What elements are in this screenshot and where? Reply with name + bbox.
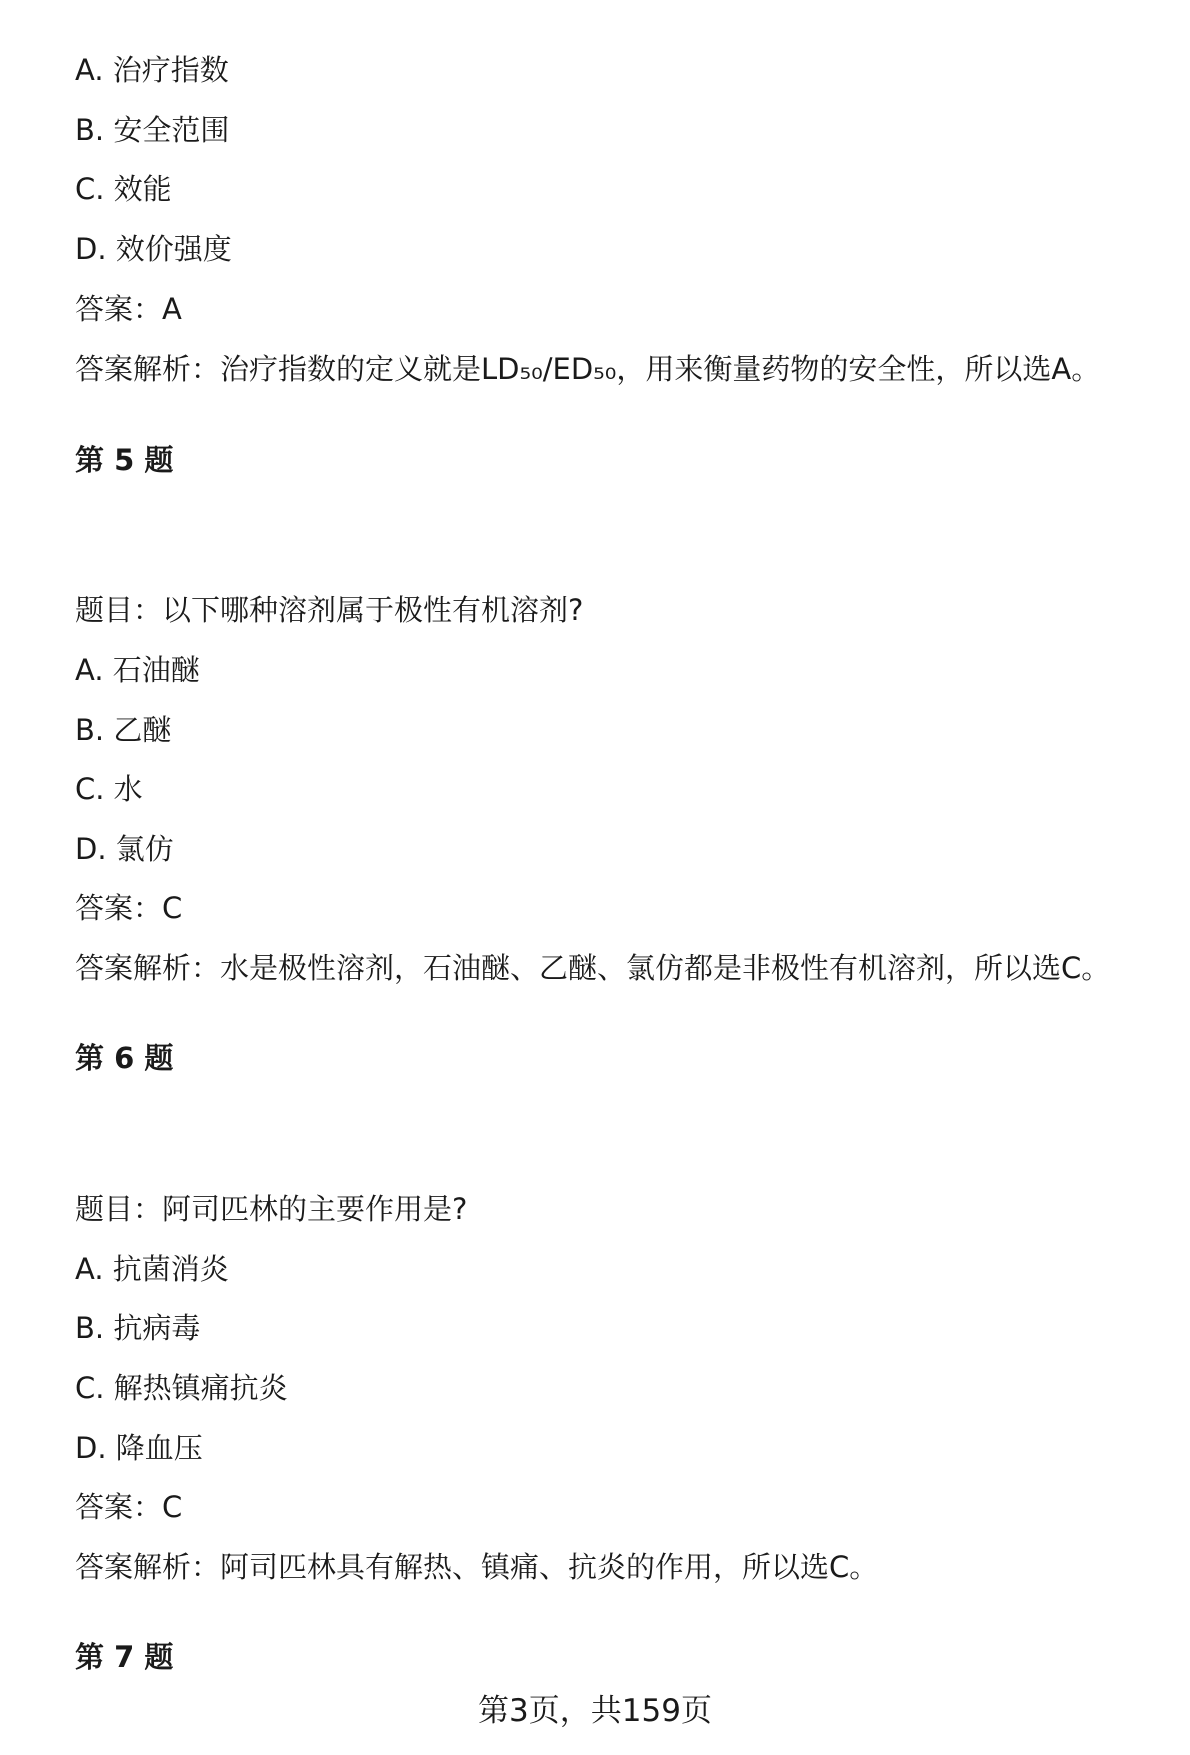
page-number-footer: 第3页，共159页 bbox=[478, 1693, 712, 1729]
q7-heading: 第 7 题 bbox=[75, 1640, 174, 1674]
q4-option-a: A. 治疗指数 bbox=[75, 53, 229, 87]
q6-option-a: A. 抗菌消炎 bbox=[75, 1252, 229, 1286]
q5-option-c: C. 水 bbox=[75, 772, 143, 806]
q5-question: 题目：以下哪种溶剂属于极性有机溶剂? bbox=[75, 593, 584, 627]
q6-answer: 答案：C bbox=[75, 1490, 183, 1524]
q4-option-d: D. 效价强度 bbox=[75, 232, 232, 266]
q6-heading: 第 6 题 bbox=[75, 1041, 174, 1075]
q6-option-d: D. 降血压 bbox=[75, 1431, 203, 1465]
q4-explanation: 答案解析：治疗指数的定义就是LD₅₀/ED₅₀，用来衡量药物的安全性，所以选A。 bbox=[75, 352, 1101, 386]
q6-question: 题目：阿司匹林的主要作用是? bbox=[75, 1192, 468, 1226]
q5-explanation: 答案解析：水是极性溶剂，石油醚、乙醚、氯仿都是非极性有机溶剂，所以选C。 bbox=[75, 951, 1111, 985]
q5-heading: 第 5 题 bbox=[75, 443, 174, 477]
q5-option-a: A. 石油醚 bbox=[75, 653, 200, 687]
q5-option-d: D. 氯仿 bbox=[75, 832, 174, 866]
q6-explanation: 答案解析：阿司匹林具有解热、镇痛、抗炎的作用，所以选C。 bbox=[75, 1550, 879, 1584]
q5-answer: 答案：C bbox=[75, 891, 183, 925]
q4-option-b: B. 安全范围 bbox=[75, 113, 230, 147]
q6-option-b: B. 抗病毒 bbox=[75, 1311, 201, 1345]
q6-option-c: C. 解热镇痛抗炎 bbox=[75, 1371, 288, 1405]
q4-answer: 答案：A bbox=[75, 292, 182, 326]
q5-option-b: B. 乙醚 bbox=[75, 713, 172, 747]
q4-option-c: C. 效能 bbox=[75, 172, 172, 206]
